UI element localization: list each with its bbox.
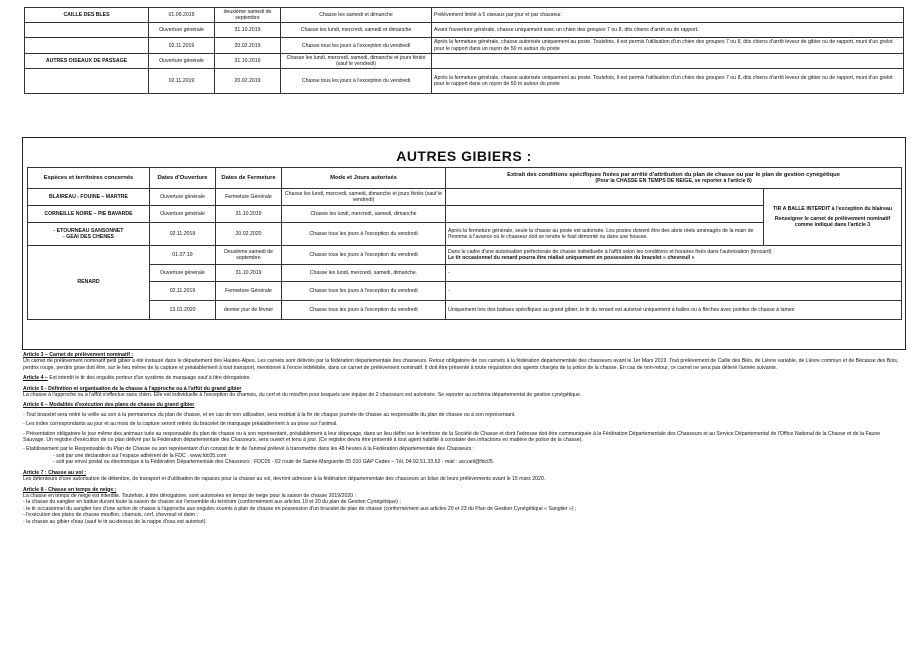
conditions-text: Dans le cadre d'une autorisation préfectorale de chasse individuelle à l'affût selon les conditions et horaires fixés dans l'autorisation (brocard) — [448, 248, 772, 255]
closing-date: 20.02.2020 — [216, 223, 282, 246]
article-4-title: Article 4 – — [23, 375, 48, 382]
opening-date: Ouverture générale — [149, 23, 215, 38]
article-4-text: Est interdit le tir des ongulés porteur d'un système de marquage sauf à titre dérogatoire. — [49, 375, 251, 382]
opening-date: Ouverture générale — [150, 206, 216, 223]
species-cell — [28, 223, 150, 246]
conditions-cell: Uniquement lors des battues spécifiques au grand gibier, le tir du renard est autorisé uniquement à balles ou à flèches avec pointes de chasse à lames — [446, 301, 902, 320]
mode-cell: Chasse les lundi, mercredi, samedi, dimanche. — [282, 265, 446, 282]
opening-date: 02.11.2019 — [149, 69, 215, 94]
mode-cell: Chasse tous les jours à l'exception du vendredi — [281, 69, 432, 94]
header-conditions-text: Extrait des conditions spécifiques fixées par arrêté d'attribution du plan de chasse ou par le plan de gestion cynégétique — [507, 171, 840, 178]
article-5 — [23, 386, 903, 399]
conditions-cell — [446, 246, 902, 265]
mode-cell: Chasse les lundi, mercredi, samedi, dimanche — [282, 206, 446, 223]
table-row — [25, 53, 904, 68]
closing-date: deuxième samedi de septembre — [215, 8, 281, 23]
table-header-row — [28, 168, 902, 189]
conditions-cell — [446, 189, 764, 206]
species-cell — [25, 38, 149, 53]
opening-date: Ouverture générale — [149, 53, 215, 68]
closing-date: Deuxième samedi de septembre — [216, 246, 282, 265]
closing-date: dernier jour de février — [216, 301, 282, 320]
article-8-item: La chasse en temps de neige est interdite. Toutefois, à titre dérogatoire, sont autorisées en temps de neige pour la saison de chasse 2019/2020 : — [23, 492, 356, 499]
conditions-cell — [432, 53, 904, 68]
table-row — [28, 246, 902, 265]
table-row — [28, 189, 902, 206]
mode-cell: Chasse tous les jours à l'exception du vendredi — [282, 301, 446, 320]
header-closing: Dates de Fermeture — [216, 168, 282, 189]
species-cell: CORNEILLE NOIRE – PIE BAVARDE — [28, 206, 150, 223]
mode-cell: Chasse les lundi, mercredi, samedi et dimanche — [281, 23, 432, 38]
closing-date: 31.10.2019 — [216, 206, 282, 223]
header-opening: Dates d'Ouverture — [150, 168, 216, 189]
species-cell — [25, 69, 149, 94]
closing-date: 31.10.2019 — [215, 23, 281, 38]
article-6-item: - Présentation obligatoire le jour même des animaux tués au responsable du plan de chasse ou à son représentant, préalablement à leur dépeçage, dans un lieu défini sur le territoire de la Société de Chasse et dont l'adresse doit être communiquée à la Fédération Départementale des Chasseurs et au Service Départemental de l'Office National de la Chasse et de la Faune Sauvage. Un registre d'exécution de ce plan délivré par la Fédération départementale des Chasseurs, sera ouvert et tenu à jour. (Ce registre devra être présenté à tout agent habilité à constater des infractions en matière de police de la chasse). — [23, 430, 881, 444]
conditions-cell: Prélèvement limité à 5 oiseaux par jour et par chasseur. — [432, 8, 904, 23]
side-note-cell — [764, 189, 902, 246]
conditions-cell — [446, 206, 764, 223]
table-row — [25, 38, 904, 53]
table-row — [28, 265, 902, 282]
header-mode: Mode et Jours autorisés — [282, 168, 446, 189]
mode-cell: Chasse tous les jours à l'exception du vendredi — [282, 246, 446, 265]
articles-section — [23, 352, 903, 529]
article-7 — [23, 470, 903, 483]
species-cell: BLAIREAU - FOUINE – MARTRE — [28, 189, 150, 206]
article-6-subitem: - soit par une déclaration sur l'espace adhérent de la FDC : www.fdc05.com — [53, 452, 227, 459]
species-cell: RENARD — [28, 246, 150, 320]
closing-date: Fermeture Générale — [216, 189, 282, 206]
mode-cell: Chasse tous les jours à l'exception du vendredi — [282, 223, 446, 246]
passage-birds-table — [24, 7, 904, 94]
opening-date: 01.07.19 — [150, 246, 216, 265]
opening-date: 02.11.2019 — [150, 223, 216, 246]
article-5-text: La chasse à l'approche ou à l'affût s'effectue sans chien. Elle est individuelle à l'exception du chamois, du cerf et du mouflon pour lesquels une équipe de 2 chasseurs est autorisée. Se reporter au schéma départemental de gestion cynégétique. — [23, 392, 582, 399]
article-6 — [23, 402, 903, 465]
conditions-bold: Le tir occasionnel du renard pourra être réalisé uniquement en possession du bracelet « chevreuil » — [448, 255, 695, 261]
species-cell: CAILLE DES BLES — [25, 8, 149, 23]
article-8-item: - la chasse du sanglier en battue durant toute la saison de chasse sur l'ensemble du territoire (conformément aux articles 19 et 20 du plan de Gestion Cynégétique) ; — [23, 499, 401, 506]
opening-date: 02.11.2019 — [149, 38, 215, 53]
table-row — [28, 301, 902, 320]
table-row — [25, 23, 904, 38]
mode-cell: Chasse tous les jours à l'exception du vendredi — [281, 38, 432, 53]
conditions-cell: Après la fermeture générale, chasse autorisée uniquement au poste. Toutefois, il est permis l'utilisation d'un chien des groupes 7 ou 8, dits chiens d'arrêt leveur de gibier ou de rapport, muni d'un grelot pour le rapport dans un rayon de 50 m autour du poste — [432, 69, 904, 94]
table-row — [25, 69, 904, 94]
species-etourneau: - ETOURNEAU SANSONNET — [53, 227, 124, 234]
conditions-cell: - — [446, 282, 902, 301]
other-game-section — [22, 137, 906, 350]
article-8-item: - l'exécution des plans de chasse mouflon, chamois, cerf, chevreuil et daim ; — [23, 512, 198, 519]
species-cell: AUTRES OISEAUX DE PASSAGE — [25, 53, 149, 68]
side-note-1: TIR A BALLE INTERDIT à l'exception du blaireau — [772, 205, 893, 212]
article-8 — [23, 487, 903, 525]
opening-date: 02.11.2019 — [150, 282, 216, 301]
article-3-text: Un carnet de prélèvement nominatif petit gibier a été instauré dans le département des Hautes-Alpes. Les carnets sont délivrés par la fédération départementale des chasseurs. Retour obligatoire de ces carnets à la fédération départementale des chasseurs avant le 1er Mars 2019. Tout prélèvement de Caille des Blés, de Lièvre variable, de Lièvre commun et de Bécasse des Bois, perdrix rouge, perdrix grise doit être, sur le lieu même de la capture et préalablement à tout transport, mentionné à l'encre indélébile, dans ce carnet de prélèvement nominatif. Il doit être présenté à toute réquisition des agents chargés de la police de la chasse. En cas de non-retour, ce carnet ne sera pas délivré l'année suivante. — [23, 358, 899, 371]
mode-cell: Chasse les lundi, mercredi, samedi, dimanche et jours fériés (sauf le vendredi) — [282, 189, 446, 206]
conditions-cell: - — [446, 265, 902, 282]
closing-date: Fermeture Générale — [216, 282, 282, 301]
header-species: Espèces et territoires concernés — [28, 168, 150, 189]
other-game-table — [27, 167, 902, 320]
table-row — [25, 8, 904, 23]
closing-date: 20.02.2019 — [215, 69, 281, 94]
opening-date: 01.09.2019 — [149, 8, 215, 23]
mode-cell: Chasse tous les jours à l'exception du vendredi — [282, 282, 446, 301]
article-3 — [23, 352, 903, 371]
mode-cell: Chasse les lundi, mercredi, samedi, dimanche et jours fériés (sauf le vendredi) — [281, 53, 432, 68]
article-8-title: Article 8 - Chasse en temps de neige : — [23, 486, 117, 493]
article-6-title: Article 6 – Modalités d'exécution des plans de chasse du grand gibier — [23, 402, 195, 409]
header-conditions — [446, 168, 902, 189]
mode-cell: Chasse les samedi et dimanche — [281, 8, 432, 23]
article-4 — [23, 375, 903, 381]
article-7-text: Les détenteurs d'une autorisation de détention, de transport et d'utilisation de rapaces pour la chasse au vol, devront adresser à la fédération départementale des chasseurs un bilan de leurs prélèvements avant le 15 mars 2020. — [23, 476, 546, 483]
article-3-title: Article 3 – Carnet de prélèvement nominatif : — [23, 352, 134, 358]
closing-date: 20.02.2019 — [215, 38, 281, 53]
species-cell — [25, 23, 149, 38]
species-geai: - GEAI DES CHENES — [62, 234, 115, 240]
article-8-item: - le tir occasionnel du sanglier lors d'une action de chasse à l'approche aux ongulés soumis à plan de chasse en possession d'un bracelet de plan de chasse (conformément aux articles 20 et 23 du Plan de Gestion Cynégétique « Sanglier ») ; — [23, 505, 577, 512]
section-title: AUTRES GIBIERS : — [396, 148, 532, 164]
article-7-title: Article 7 : Chasse au vol : — [23, 469, 87, 476]
closing-date: 31.10.2019 — [216, 265, 282, 282]
opening-date: 13.01.2020 — [150, 301, 216, 320]
article-5-title: Article 5 - Définition et organisation de la chasse à l'approche ou à l'affût du grand gibier — [23, 385, 242, 392]
table-row — [28, 282, 902, 301]
side-note-2: Renseigner le carnet de prélèvement nominatif comme indiqué dans l'article 3 — [774, 215, 891, 229]
header-conditions-sub: (Pour la CHASSE EN TEMPS DE NEIGE, se reporter à l'article 8) — [595, 178, 752, 184]
opening-date: Ouverture générale — [150, 265, 216, 282]
conditions-cell: Avant l'ouverture générale, chasse uniquement avec un chien des groupes 7 ou 8, dits chiens d'arrêt ou de rapport. — [432, 23, 904, 38]
conditions-cell: Après la fermeture générale, chasse autorisée uniquement au poste. Toutefois, il est permis l'utilisation d'un chien des groupes 7 ou 8, dits chiens d'arrêt leveur de gibier ou de rapport, muni d'un grelot pour le rapport dans un rayon de 50 m autour du poste — [432, 38, 904, 53]
closing-date: 31.10.2019 — [215, 53, 281, 68]
article-6-item: - Etablissement par le Responsable du Plan de Chasse ou son représentant d'un constat de tir de l'animal prélevé à transmettre dans les 48 heures à la Fédération départementale des Chasseurs : — [23, 446, 475, 453]
conditions-cell: Après la fermeture générale, seule la chasse au poste est autorisée. Les postes doivent être des abris réels aménagés de la main de l'homme à l'avance où le chasseur doit se rendre le fusil démonté ou dans une housse. — [446, 223, 764, 246]
opening-date: Ouverture générale — [150, 189, 216, 206]
article-6-item: - Tout bracelet sera retiré la veille au soir à la permanence du plan de chasse, et en cas de non utilisation, sera restitué à la fin de chaque journée de chasse au responsable du plan de chasse ou à son représentant. — [23, 411, 516, 418]
article-6-item: - Les index correspondants au jour et au mois de la capture seront retirés du bracelet de marquage préalablement à sa pose sur l'animal. — [23, 421, 338, 428]
article-6-subitem: - soit par envoi postal ou électronique à la Fédération Départementale des Chasseurs : FDC05 - 62 route de Sainte-Marguerite 05 010 GAP Cedex – Tél. 04.92.51.33.62 - mail : accueil@fdc05 — [53, 459, 493, 466]
article-8-item: - la chasse au gibier d'eau (sauf le tir au-dessus de la nappe d'eau est autorisé). — [23, 518, 207, 525]
